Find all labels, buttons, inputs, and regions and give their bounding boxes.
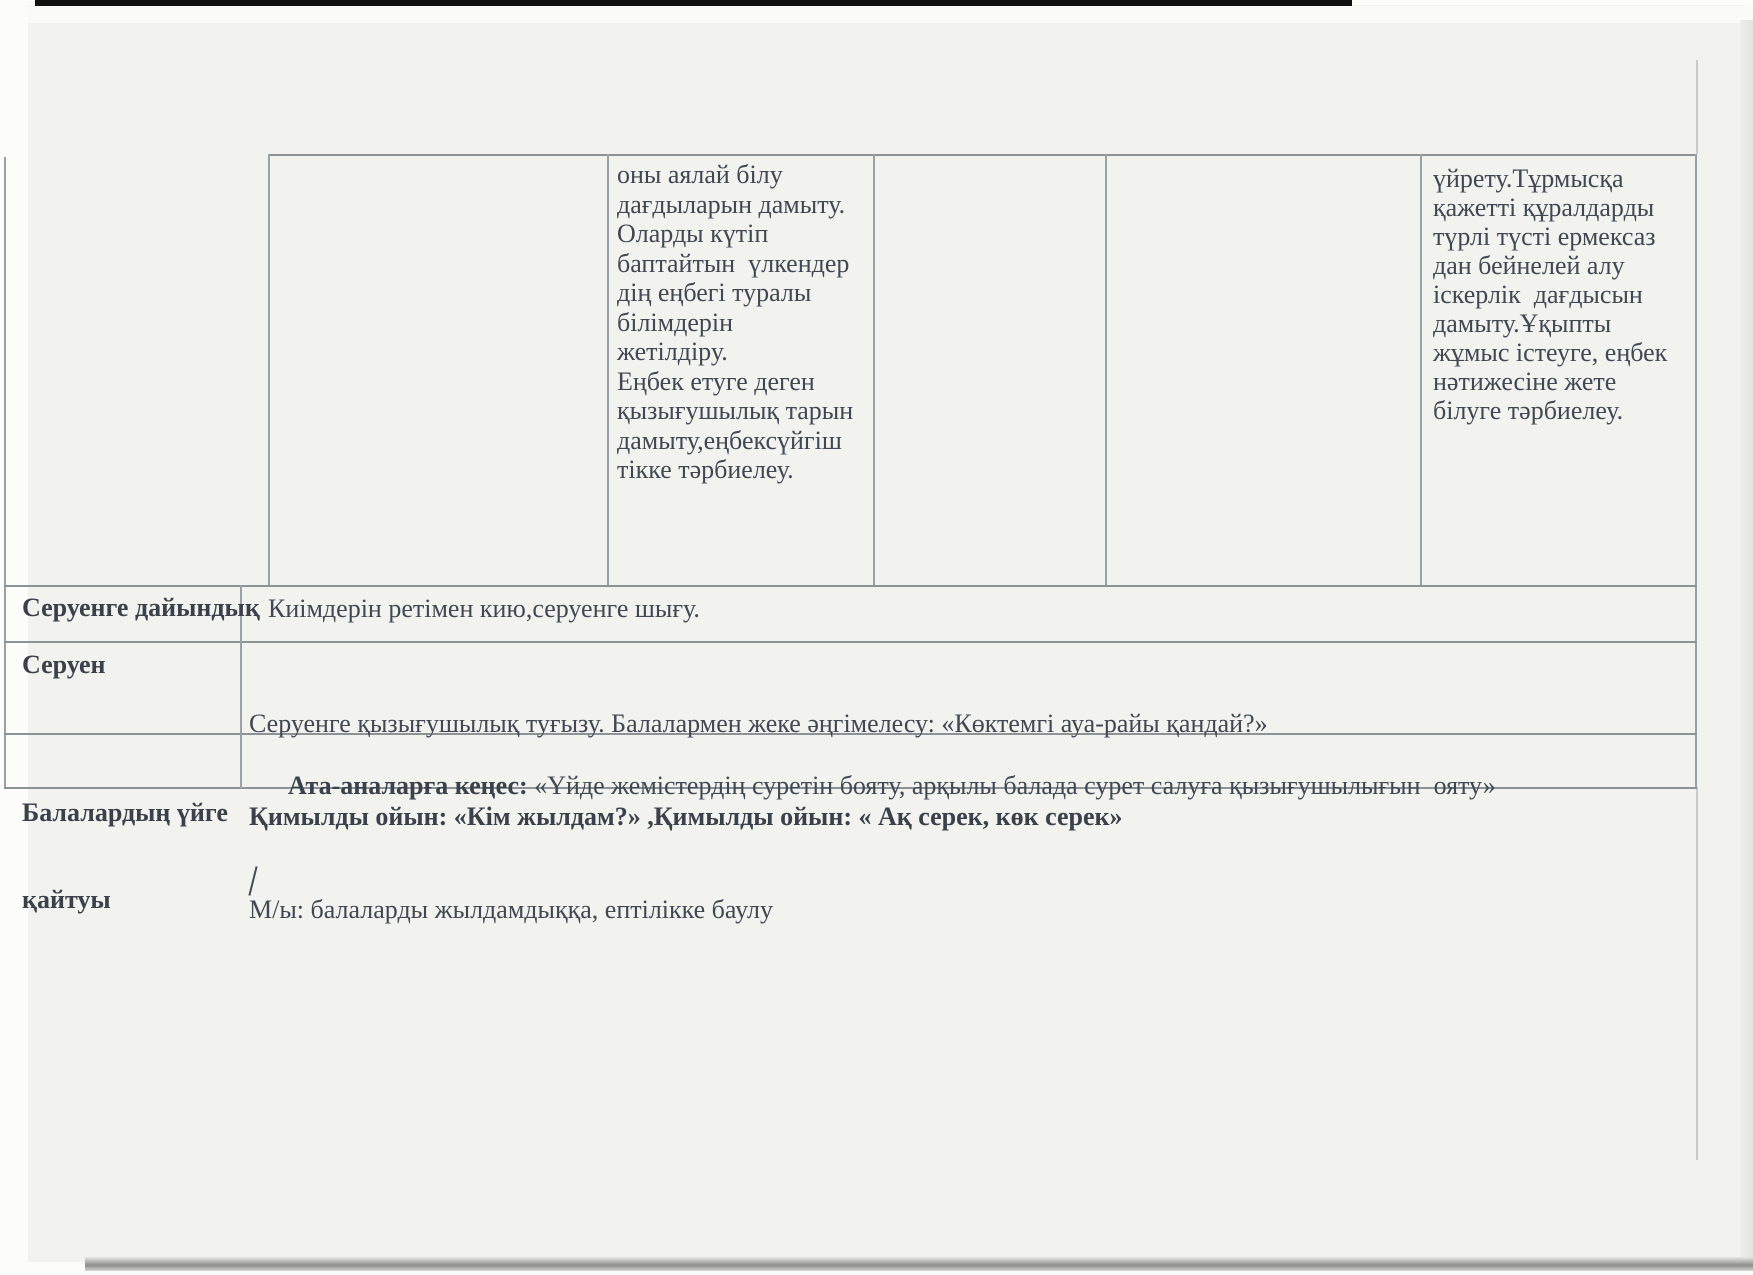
page-bottom-shadow (85, 1257, 1753, 1271)
cell-text-line: тікке тәрбиелеу. (617, 455, 794, 484)
cell-text-line: дағдыларын дамыту. (617, 189, 846, 219)
page-fold-line-upper (1696, 60, 1698, 154)
cell-text-line: қажетті құралдарды (1433, 193, 1655, 222)
cell-text-line: баптайтын үлкендер (617, 248, 850, 278)
walk-goal-line: М/ы: балаларды жылдамдыққа, ептілікке баулу (249, 895, 773, 924)
cell-text-line: білуге тәрбиелеу. (1433, 396, 1624, 425)
cell-text-line: нәтижесіне жете (1433, 367, 1617, 396)
row-label: Серуенге дайындық (22, 593, 260, 622)
walk-intro-line: Серуенге қызығушылық туғызу. Балалармен жеке әңгімелесу: «Көктемгі ауа-райы қандай?» (249, 709, 1268, 738)
table-right-border (1695, 154, 1697, 787)
cell-text-line: дің еңбегі туралы (617, 278, 812, 307)
paper-top-margin (28, 6, 1753, 23)
cell-text-line: жетілдіру. (617, 337, 728, 366)
cell-text-line: түрлі түсті ермексаз (1433, 222, 1656, 251)
table-left-border (4, 157, 6, 787)
upper-table-col-border-4 (1105, 154, 1107, 585)
upper-table-col-border-1 (268, 154, 270, 585)
parents-advice-text: «Үйде жемістердің суретін бояту, арқылы балада сурет салуға қызығушылығын ояту» (527, 771, 1496, 800)
cell-text-line: дамыту.Ұқыпты (1433, 309, 1612, 338)
cell-text-line: білімдерін (617, 307, 734, 337)
upper-table-col-border-2 (607, 154, 609, 585)
upper-cell-tasks-right (1433, 164, 1695, 425)
upper-table-col-border-5 (1420, 154, 1422, 585)
page-right-shadow (1740, 20, 1753, 1260)
cell-text-line: Оларды күтіп (617, 219, 769, 248)
cell-text-line: іскерлік дағдысын (1433, 280, 1643, 309)
cell-text-line: дан бейнелей алу (1433, 251, 1625, 280)
row-content: Киімдерін ретімен кию,серуенге шығу. (268, 594, 700, 623)
cell-text-line: оны аялай білу (617, 160, 783, 189)
upper-cell-tasks-left (617, 160, 879, 485)
cell-text-line: қызығушылық тарын (617, 396, 854, 425)
cell-text-line: Еңбек етуге деген (617, 366, 815, 396)
walk-games-line: Қимылды ойын: «Кім жылдам?» ,Қимылды ойын: « Ақ серек, көк серек» (249, 802, 1123, 831)
row-label-line: қайтуы (22, 885, 111, 914)
row-label (22, 740, 228, 972)
page-fold-line-lower (1696, 787, 1698, 1160)
cell-text-line: дамыту,еңбексүйгіш (617, 425, 842, 455)
upper-table-top-border (268, 154, 1697, 156)
schedule-border-top (4, 585, 1697, 587)
row-label-line: Балалардың үйге (22, 798, 228, 827)
cell-text-line: үйрету.Тұрмысқа (1433, 164, 1624, 193)
row-label: Серуен (22, 650, 106, 679)
parents-advice-lead: Ата-аналарға кеңес: (288, 771, 528, 800)
schedule-border-row1 (4, 641, 1697, 643)
cell-text-line: жұмыс істеуге, еңбек (1433, 338, 1668, 367)
scan-edge-strip (35, 0, 1352, 6)
row-content (249, 739, 1679, 832)
